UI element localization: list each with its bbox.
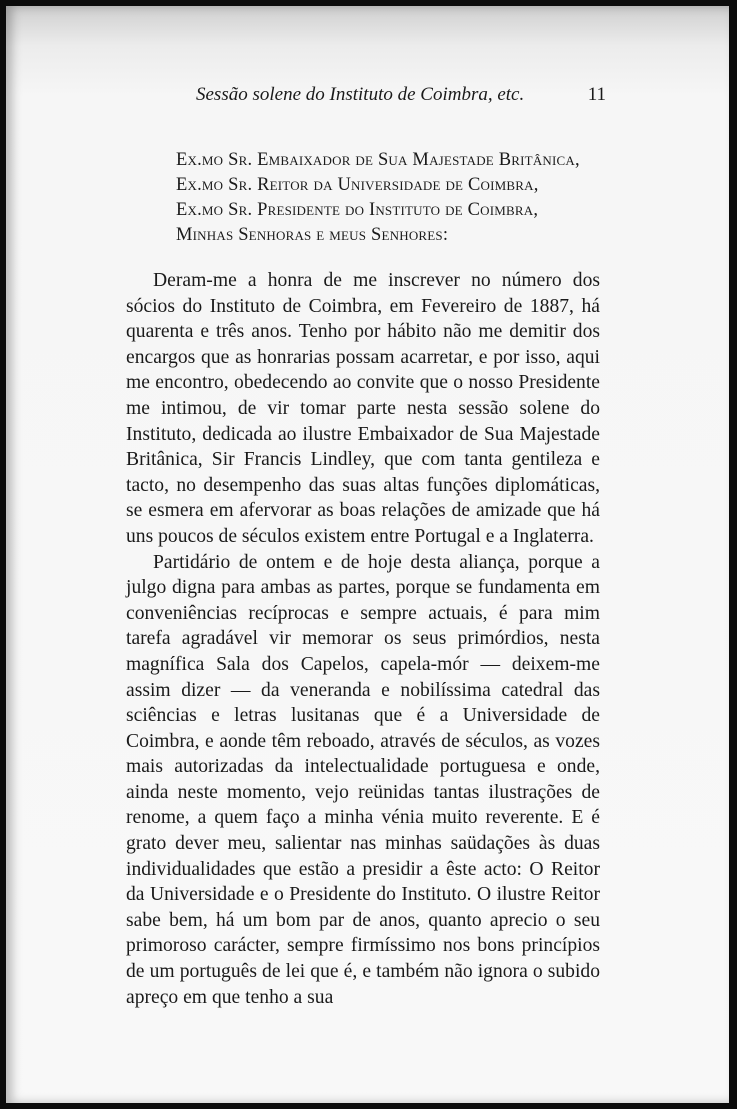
book-page: [6, 6, 729, 1103]
paragraph: Deram-me a honra de me inscrever no número dos sócios do Instituto de Coimbra, em Fevereiro de 1887, há quarenta e três anos. Tenho por hábito não me demitir dos encargos que as honrarias possam acarretar, e por isso, aqui me encontro, obedecendo ao convite que o nosso Presidente me intimou, de vir tomar parte nesta sessão solene do Instituto, dedicada ao ilustre Embaixador de Sua Majestade Britânica, Sir Francis Lindley, que com tanta gentileza e tacto, no desempenho das suas altas funções diplomáticas, se esmera em afervorar as boas relações de amizade que há uns poucos de séculos existem entre Portugal e a Inglaterra.: [126, 270, 600, 547]
page-number: 11: [587, 84, 606, 105]
salutation-line: Ex.mo Sr. Embaixador de Sua Majestade Britânica,: [176, 150, 580, 170]
salutation-line: Ex.mo Sr. Reitor da Universidade de Coimbra,: [176, 175, 539, 195]
running-header: [196, 84, 606, 110]
salutation-line: Ex.mo Sr. Presidente do Instituto de Coimbra,: [176, 200, 539, 220]
running-title: Sessão solene do Instituto de Coimbra, etc.: [196, 84, 525, 105]
salutation-block: [126, 148, 626, 248]
salutation-line: Minhas Senhoras e meus Senhores:: [176, 225, 449, 245]
body-text: [126, 268, 600, 1010]
paragraph: Partidário de ontem e de hoje desta aliança, porque a julgo digna para ambas as partes, porque se fundamenta em conveniências recíprocas e sempre actuais, é para mim tarefa agradável vir memorar os seus primórdios, nesta magnífica Sala dos Capelos, capela-mór — deixem-me assim dizer — da veneranda e nobilíssima catedral das sciências e letras lusitanas que é a Universidade de Coimbra, e aonde têm reboado, através de séculos, as vozes mais autorizadas da intelectualidade portuguesa e onde, ainda neste momento, vejo reünidas tantas ilustrações de renome, a quem faço a minha vénia muito reverente. E é grato dever meu, salientar nas minhas saüdações às duas individualidades que estão a presidir a êste acto: O Reitor da Universidade e o Presidente do Instituto. O ilustre Reitor sabe bem, há um bom par de anos, quanto aprecio o seu primoroso carácter, sempre firmíssimo nos bons princípios de um português de lei que é, e também não ignora o subido apreço em que tenho a sua: [126, 551, 600, 1008]
